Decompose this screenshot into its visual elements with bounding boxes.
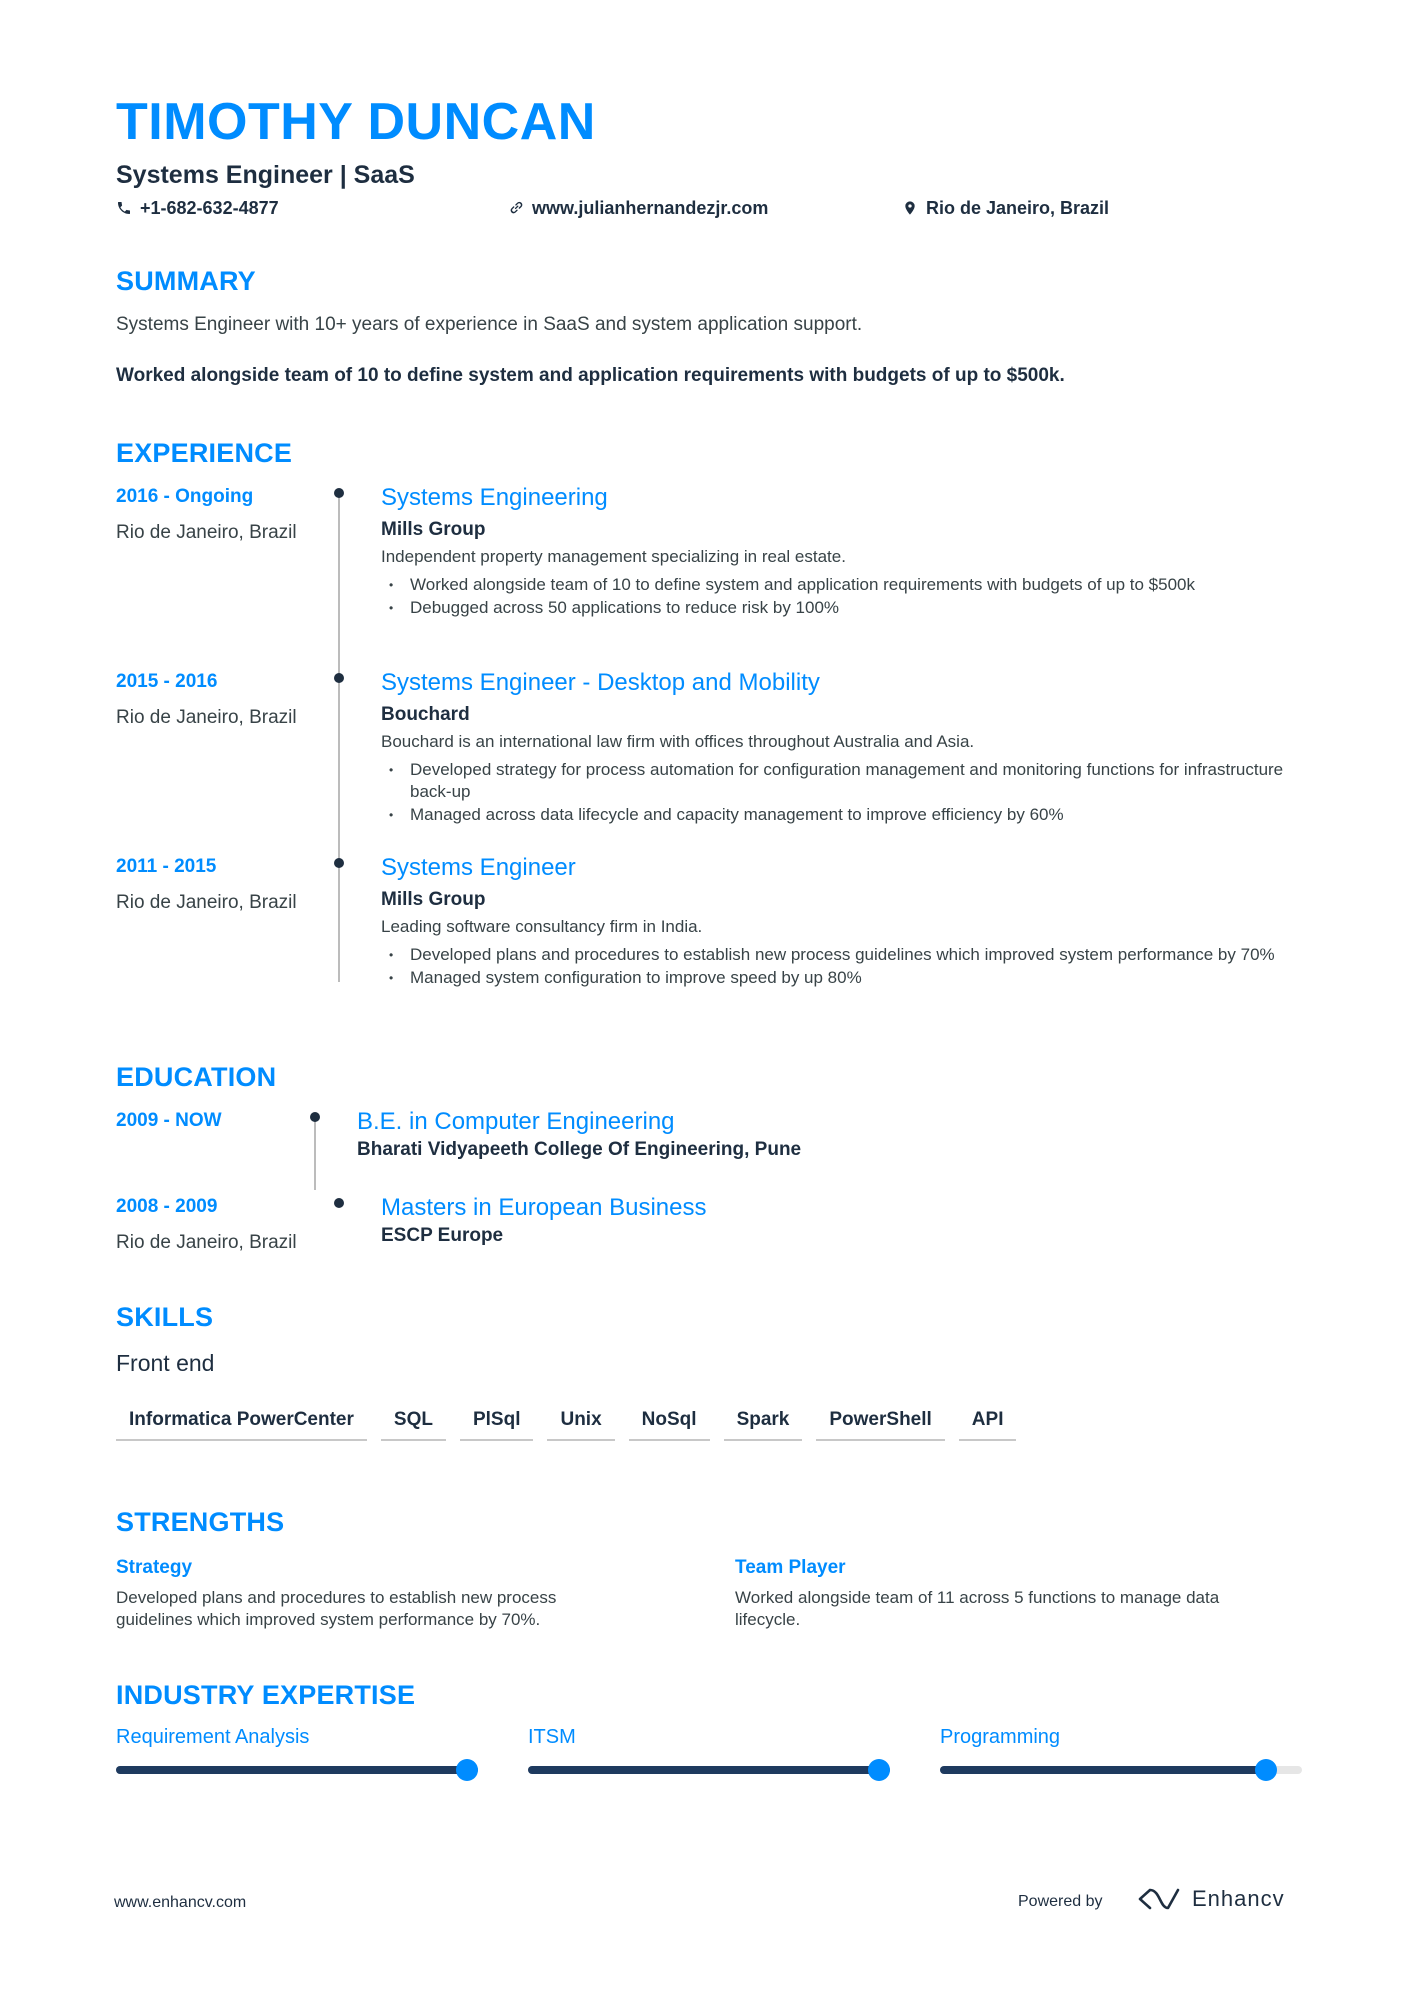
strength-description: Worked alongside team of 11 across 5 functions to manage data lifecycle. bbox=[735, 1588, 1220, 1629]
contact-location bbox=[902, 199, 1109, 217]
expertise-bar bbox=[116, 1766, 478, 1774]
contact-phone bbox=[116, 199, 279, 217]
experience-date: 2016 - Ongoing bbox=[116, 486, 254, 507]
expertise-bar-knob bbox=[456, 1759, 478, 1781]
link-icon bbox=[508, 200, 524, 216]
education-degree: B.E. in Computer Engineering bbox=[357, 1108, 675, 1135]
expertise-bar-knob bbox=[868, 1759, 890, 1781]
candidate-name: TIMOTHY DUNCAN bbox=[116, 93, 596, 151]
education-degree: Masters in European Business bbox=[381, 1194, 707, 1221]
skills-category: Front end bbox=[116, 1350, 215, 1376]
experience-date: 2015 - 2016 bbox=[116, 671, 218, 692]
experience-role: Systems Engineer - Desktop and Mobility bbox=[381, 669, 820, 696]
phone-text: +1-682-632-4877 bbox=[140, 198, 279, 218]
industry-expertise-heading: INDUSTRY EXPERTISE bbox=[116, 1680, 416, 1710]
expertise-bar-fill bbox=[116, 1766, 478, 1774]
experience-description: Bouchard is an international law firm with offices throughout Australia and Asia. bbox=[381, 732, 975, 751]
timeline-dot bbox=[334, 858, 344, 868]
timeline-dot bbox=[334, 673, 344, 683]
timeline-dot bbox=[334, 488, 344, 498]
experience-location: Rio de Janeiro, Brazil bbox=[116, 707, 297, 728]
experience-company: Mills Group bbox=[381, 889, 486, 910]
skill-tag: SQL bbox=[381, 1400, 446, 1441]
experience-location: Rio de Janeiro, Brazil bbox=[116, 892, 297, 913]
experience-bullets bbox=[381, 944, 1301, 990]
experience-bullets bbox=[381, 574, 1301, 620]
skills-list bbox=[116, 1400, 1016, 1441]
education-date: 2008 - 2009 bbox=[116, 1196, 218, 1217]
footer-brand-text: Enhancv bbox=[1192, 1886, 1285, 1911]
experience-bullet: • Debugged across 50 applications to reduce risk by 100% bbox=[381, 597, 1301, 619]
experience-bullet: • Managed system configuration to improve speed by up 80% bbox=[381, 967, 1301, 989]
education-heading: EDUCATION bbox=[116, 1062, 277, 1092]
footer-brand-logo[interactable] bbox=[1136, 1886, 1285, 1912]
education-school: ESCP Europe bbox=[381, 1225, 504, 1246]
expertise-bar bbox=[940, 1766, 1302, 1774]
location-text: Rio de Janeiro, Brazil bbox=[926, 198, 1110, 218]
location-pin-icon bbox=[902, 200, 918, 216]
skill-tag: PowerShell bbox=[816, 1400, 944, 1441]
experience-description: Leading software consultancy firm in India. bbox=[381, 917, 703, 936]
experience-role: Systems Engineering bbox=[381, 484, 608, 511]
timeline-dot bbox=[310, 1112, 320, 1122]
experience-bullet: • Developed plans and procedures to establish new process guidelines which improved system performance by 70% bbox=[381, 944, 1301, 966]
expertise-label: Programming bbox=[940, 1726, 1061, 1748]
experience-company: Mills Group bbox=[381, 519, 486, 540]
education-school: Bharati Vidyapeeth College Of Engineering, Pune bbox=[357, 1139, 802, 1160]
expertise-bar bbox=[528, 1766, 890, 1774]
experience-bullets bbox=[381, 759, 1301, 827]
strength-name: Strategy bbox=[116, 1557, 193, 1578]
phone-icon bbox=[116, 200, 132, 216]
expertise-bar-knob bbox=[1255, 1759, 1277, 1781]
summary-highlight: Worked alongside team of 10 to define system and application requirements with budgets of up to $500k. bbox=[116, 365, 1065, 386]
timeline-dot bbox=[334, 1198, 344, 1208]
footer-powered-by: Powered by bbox=[1018, 1893, 1103, 1910]
education-timeline bbox=[314, 1120, 316, 1190]
skill-tag: PlSql bbox=[460, 1400, 534, 1441]
skills-heading: SKILLS bbox=[116, 1302, 214, 1332]
experience-company: Bouchard bbox=[381, 704, 470, 725]
summary-text: Systems Engineer with 10+ years of experience in SaaS and system application support. bbox=[116, 314, 863, 335]
strength-name: Team Player bbox=[735, 1557, 846, 1578]
enhancv-logo-icon bbox=[1136, 1886, 1182, 1912]
website-text: www.julianhernandezjr.com bbox=[532, 198, 769, 218]
education-location: Rio de Janeiro, Brazil bbox=[116, 1232, 297, 1253]
expertise-bar-fill bbox=[528, 1766, 890, 1774]
experience-heading: EXPERIENCE bbox=[116, 438, 293, 468]
experience-role: Systems Engineer bbox=[381, 854, 576, 881]
skill-tag: Spark bbox=[724, 1400, 803, 1441]
experience-bullet: • Managed across data lifecycle and capacity management to improve efficiency by 60% bbox=[381, 804, 1301, 826]
experience-location: Rio de Janeiro, Brazil bbox=[116, 522, 297, 543]
contact-website[interactable] bbox=[508, 199, 768, 217]
summary-heading: SUMMARY bbox=[116, 266, 256, 296]
experience-date: 2011 - 2015 bbox=[116, 856, 217, 877]
experience-bullet: • Developed strategy for process automation for configuration management and monitoring functions for infrastructure back-up bbox=[381, 759, 1301, 803]
candidate-headline: Systems Engineer | SaaS bbox=[116, 161, 415, 189]
experience-bullet: • Worked alongside team of 10 to define system and application requirements with budgets of up to $500k bbox=[381, 574, 1301, 596]
strengths-heading: STRENGTHS bbox=[116, 1507, 285, 1537]
strength-description: Developed plans and procedures to establish new process guidelines which improved system performance by 70%. bbox=[116, 1588, 557, 1629]
expertise-label: ITSM bbox=[528, 1726, 576, 1748]
skill-tag: NoSql bbox=[629, 1400, 710, 1441]
expertise-bar-fill bbox=[940, 1766, 1266, 1774]
expertise-label: Requirement Analysis bbox=[116, 1726, 310, 1748]
experience-timeline bbox=[338, 492, 340, 982]
experience-description: Independent property management specializing in real estate. bbox=[381, 547, 846, 566]
skill-tag: Informatica PowerCenter bbox=[116, 1400, 367, 1441]
footer-website[interactable]: www.enhancv.com bbox=[114, 1894, 247, 1911]
skill-tag: Unix bbox=[547, 1400, 614, 1441]
skill-tag: API bbox=[959, 1400, 1017, 1441]
education-date: 2009 - NOW bbox=[116, 1110, 222, 1131]
